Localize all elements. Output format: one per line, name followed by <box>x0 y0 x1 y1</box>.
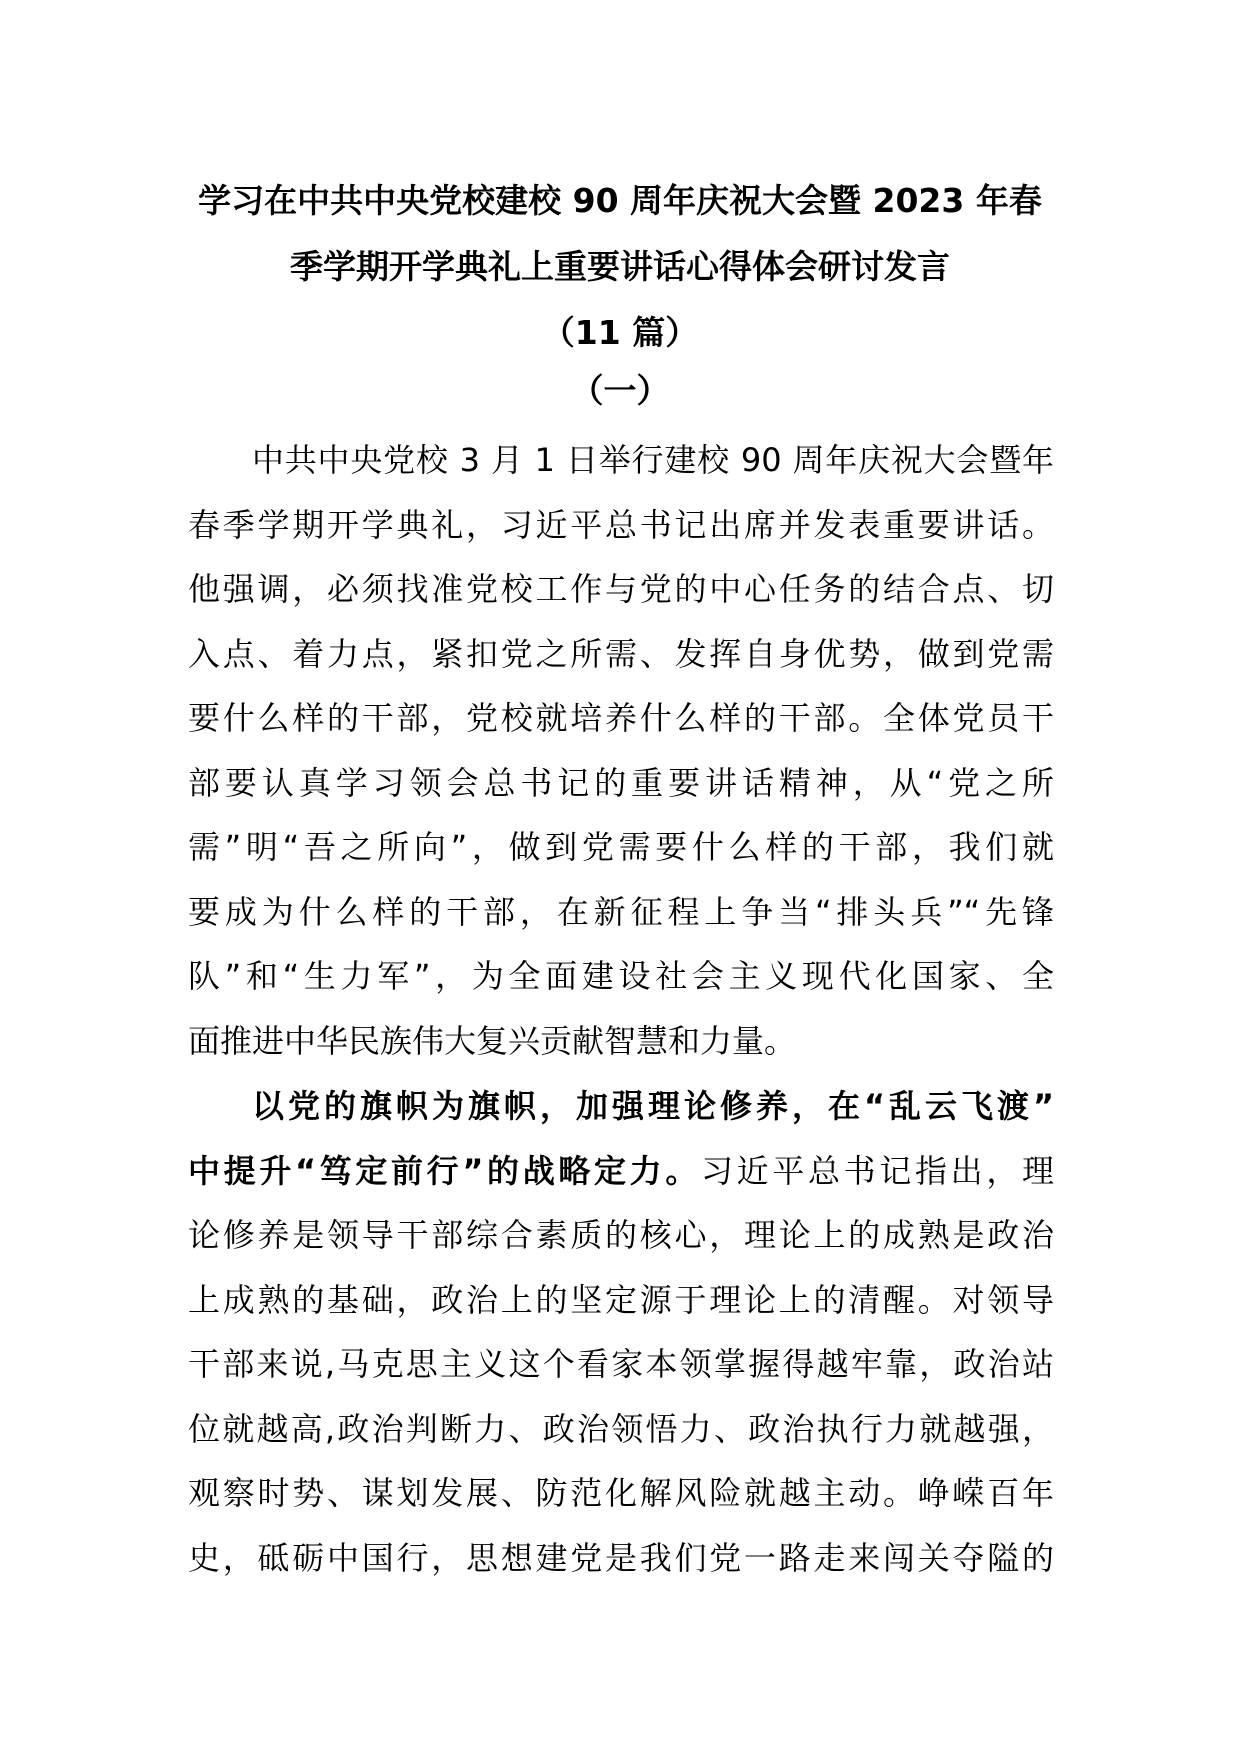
paragraph-2 <box>188 1074 1054 1590</box>
paragraph-1-line: 面推进中华民族伟大复兴贡献智慧和力量。 <box>188 1021 797 1060</box>
paragraph-1-line: 他强调，必须找准党校工作与党的中心任务的结合点、切 <box>188 570 1054 608</box>
paragraph-2-line-rest: 习近平总书记指出，理 <box>701 1151 1054 1190</box>
paragraph-2-line: 论修养是领导干部综合素质的核心，理论上的成熟是政治 <box>188 1216 1054 1254</box>
section-heading: （一） <box>570 371 670 410</box>
paragraph-2-line <box>188 1139 1054 1204</box>
paragraph-2-line: 观察时势、谋划发展、防范化解风险就越主动。峥嵘百年 <box>188 1474 1054 1512</box>
paragraph-2-line: 位就越高,政治判断力、政治领悟力、政治执行力就越强， <box>188 1409 1054 1448</box>
paragraph-2-line: 史，砥砺中国行，思想建党是我们党一路走来闯关夺隘的 <box>188 1538 1054 1577</box>
title-line-3: （11 篇） <box>541 313 699 352</box>
paragraph-1-line: 入点、着力点，紧扣党之所需、发挥自身优势，做到党需 <box>188 634 1054 673</box>
paragraph-2-line: 干部来说,马克思主义这个看家本领掌握得越牢靠，政治站 <box>188 1345 1054 1383</box>
document-title <box>150 168 1090 366</box>
paragraph-1-line: 队”和“生力军”，为全面建设社会主义现代化国家、全 <box>188 957 1054 995</box>
paragraph-1-line: 需”明“吾之所向”，做到党需要什么样的干部，我们就 <box>188 828 1054 866</box>
paragraph-1 <box>188 428 1054 1073</box>
paragraph-1-line: 部要认真学习领会总书记的重要讲话精神，从“党之所 <box>188 763 1054 802</box>
paragraph-1-line: 中共中央党校 3 月 1 日举行建校 90 周年庆祝大会暨年 <box>252 441 1054 479</box>
paragraph-2-line: 上成熟的基础，政治上的坚定源于理论上的清醒。对领导 <box>188 1280 1054 1319</box>
title-line-1: 学习在中共中央党校建校 90 周年庆祝大会暨 2023 年春 <box>198 181 1042 220</box>
title-line-2: 季学期开学典礼上重要讲话心得体会研讨发言 <box>290 247 950 286</box>
paragraph-2-bold-lead-end: 中提升“笃定前行”的战略定力。 <box>188 1151 702 1190</box>
paragraph-1-line: 要什么样的干部，党校就培养什么样的干部。全体党员干 <box>188 699 1054 737</box>
paragraph-1-line: 春季学期开学典礼，习近平总书记出席并发表重要讲话。 <box>188 505 1054 544</box>
paragraph-2-bold-lead: 以党的旗帜为旗帜，加强理论修养，在“乱云飞渡” <box>252 1087 1054 1125</box>
paragraph-1-line: 要成为什么样的干部，在新征程上争当“排头兵”“先锋 <box>188 892 1054 931</box>
